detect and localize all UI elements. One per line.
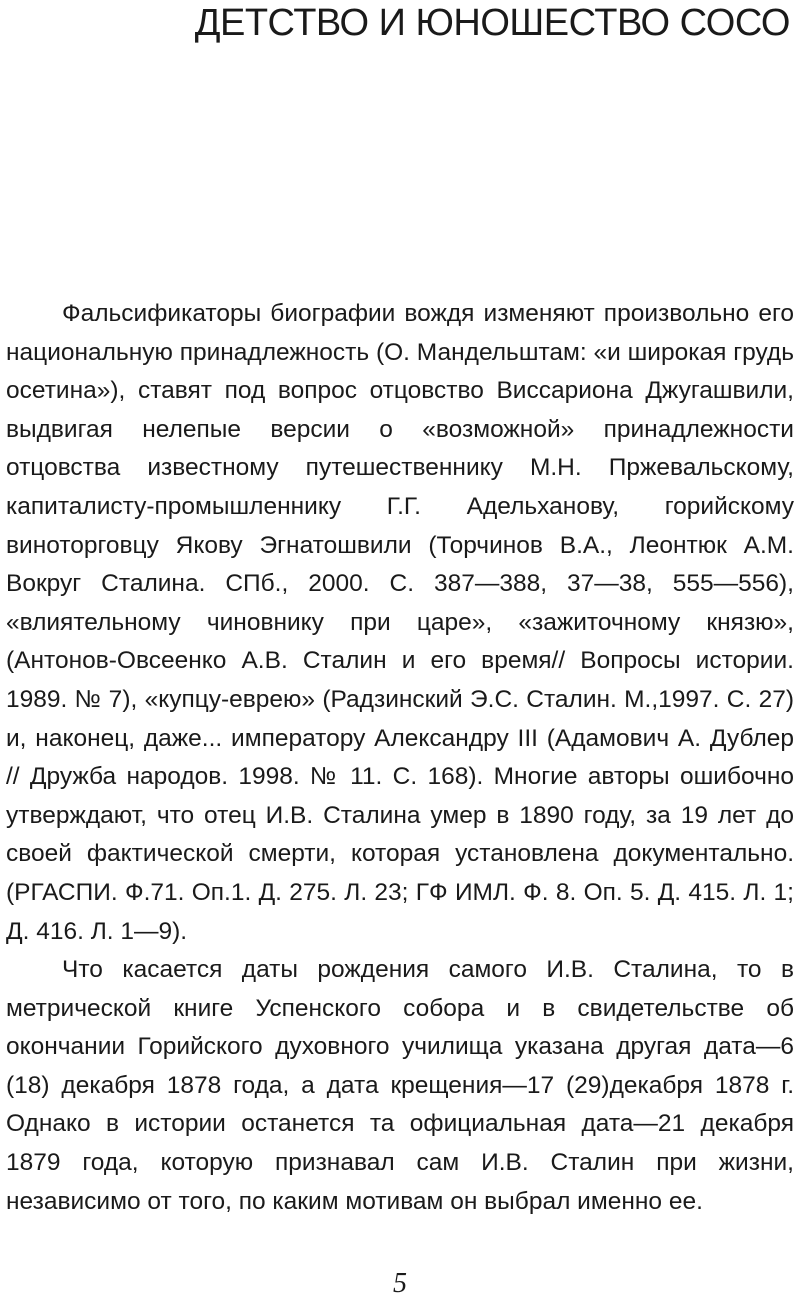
page-number: 5 — [393, 1268, 407, 1299]
chapter-title: ДЕТСТВО И ЮНОШЕСТВО СОСО — [194, 2, 790, 44]
paragraph-falsifiers: Фальсификаторы биографии вождя изменяют произвольно его национальную принадлежность (О. Мандельштам: «и широкая грудь осетина»), ставят под вопрос отцовство Виссариона Джугашвили, выдвигая нелепые версии о «возможной» принадлежности отцовства известному путешественнику М.Н. Пржевальскому, капиталисту-промышленнику Г.Г. Адельханову, горийскому виноторговцу Якову Эгнатошвили (Торчинов В.А., Леонтюк А.М. Вокруг Сталина. СПб., 2000. С. 387—388, 37—38, 555—556), «влиятельному чиновнику при царе», «зажиточному князю», (Антонов-Овсеенко А.В. Сталин и его время// Вопросы истории. 1989. № 7), «купцу-еврею» (Радзинский Э.С. Сталин. М.,1997. С. 27) и, наконец, даже... императору Александру III (Адамович А. Дублер // Дружба народов. 1998. № 11. С. 168). Многие авторы ошибочно утверждают, что отец И.В. Сталина умер в 1890 году, за 19 лет до своей фактической смерти, которая установлена документально. (РГАСПИ. Ф.71. Оп.1. Д. 275. Л. 23; ГФ ИМЛ. Ф. 8. Оп. 5. Д. 415. Л. 1; Д. 416. Л. 1—9). — [6, 300, 794, 945]
body-text — [6, 295, 794, 1221]
paragraph-birth-date: Что касается даты рождения самого И.В. Сталина, то в метрической книге Успенского собора и в свидетельстве об окончании Горийского духовного училища указана другая дата—6 (18) декабря 1878 года, а дата крещения—17 (29)декабря 1878 г. Однако в истории останется та официальная дата—21 декабря 1879 года, которую признавал сам И.В. Сталин при жизни, независимо от того, по каким мотивам он выбрал именно ее. — [6, 956, 794, 1215]
